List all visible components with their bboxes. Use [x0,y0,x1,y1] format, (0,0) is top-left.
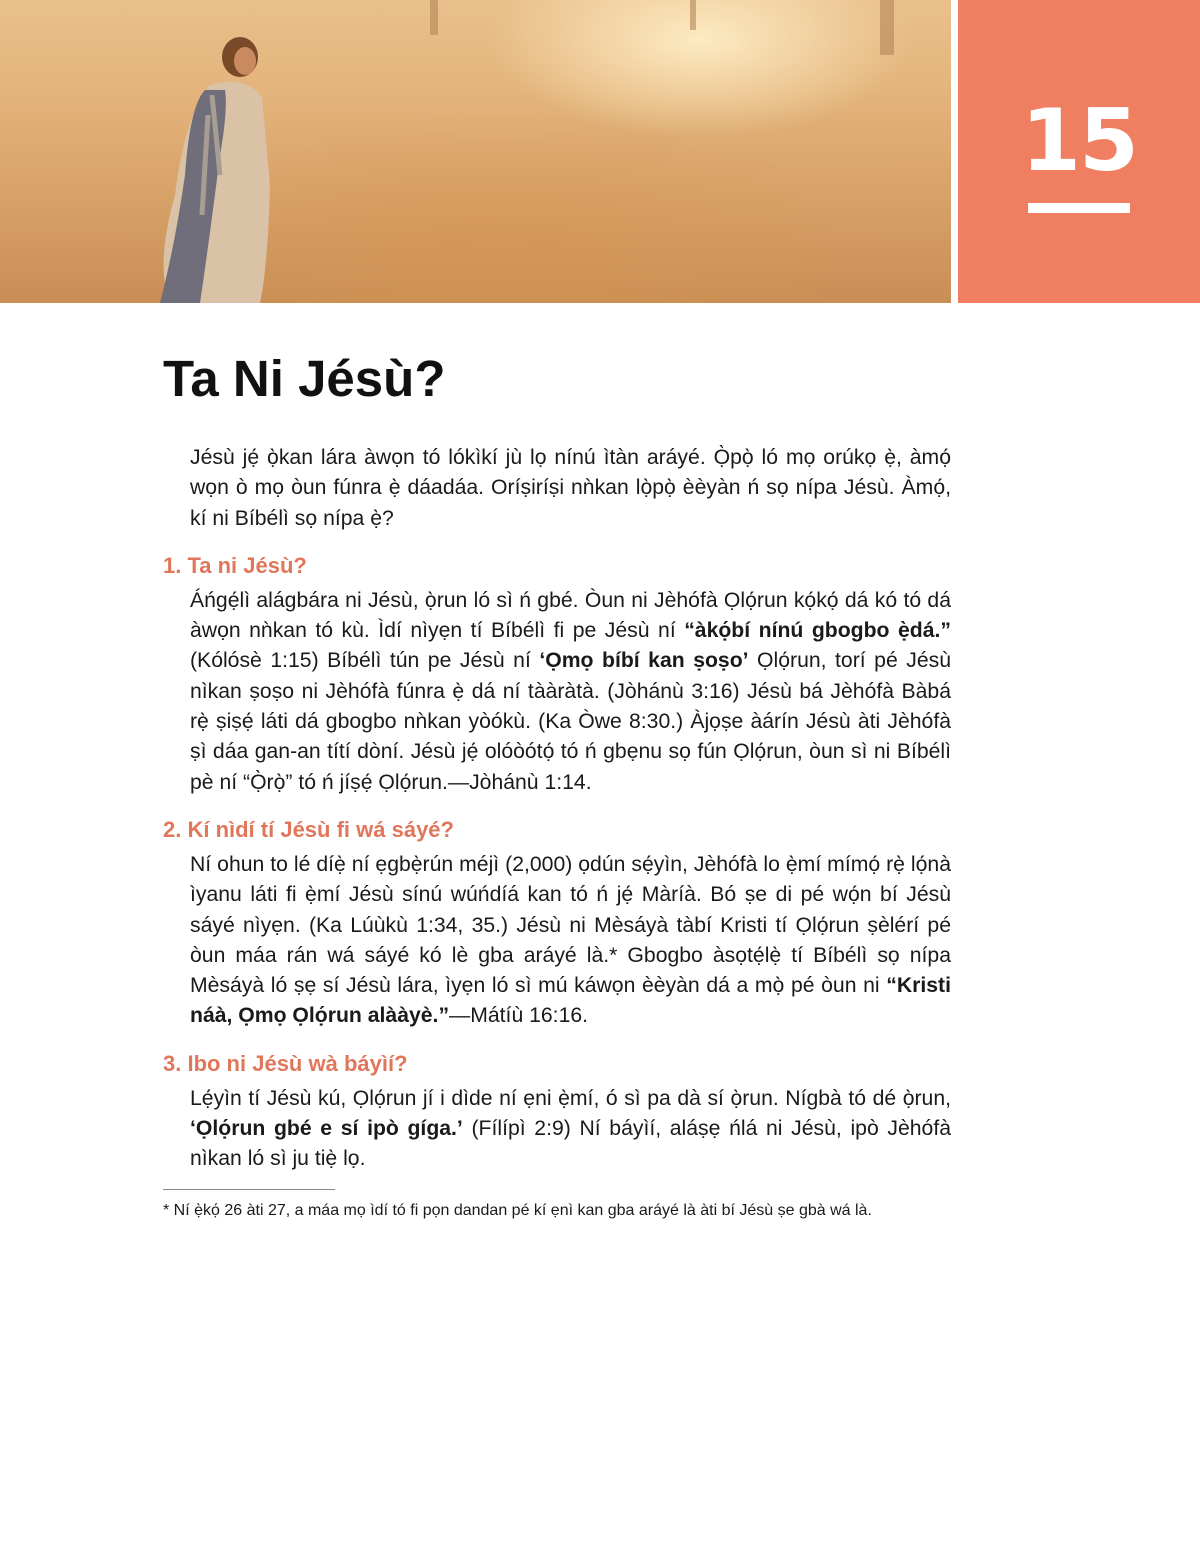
intro-paragraph [190,443,951,534]
text-segment: Jésù jẹ́ ọ̀kan lára àwọn tó lókìkí jù lọ nínú ìtàn aráyé. Ọ̀pọ̀ ló mọ orúkọ ẹ̀, àmọ́ wọn ò mọ òun fúnra ẹ̀ dáadáa. Oríṣiríṣi nǹkan lọ̀pọ̀ èèyàn ń sọ nípa Jésù. Àmọ́, kí ni Bíbélì sọ nípa ẹ̀? [190,446,951,530]
text-segment: (Fílípì 2:9) Ní báyìí, aláṣẹ ńlá ni Jésù, ipò Jèhófà nìkan ló sì ju tiẹ̀ lọ. [190,1117,951,1171]
lesson-content [163,443,951,1222]
text-segment: —Mátíù 16:16. [449,1004,589,1028]
section-body-2 [190,850,951,1032]
emphasized-quote: ‘Ọmọ bíbí kan ṣoṣo’ [539,649,749,673]
text-segment: Lẹ́yìn tí Jésù kú, Ọlọ́run jí i dìde ní ẹni ẹ̀mí, ó sì pa dà sí ọ̀run. Nígbà tó dé ọ̀run, [190,1086,951,1110]
section-heading-1: 1. Ta ni Jésù? [163,552,307,578]
section-body-1 [190,586,951,798]
emphasized-quote: ‘Ọlọ́run gbé e sí ipò gíga.’ [190,1117,463,1141]
section-heading-2: 2. Kí nìdí tí Jésù fi wá sáyé? [163,816,454,842]
footnote-divider [163,1189,335,1190]
chapter-number: 15 [1021,91,1137,191]
hero-image [0,0,951,303]
emphasized-quote: “Kristi náà, Ọmọ Ọlọ́run alààyè.” [190,974,951,1028]
section-heading-3: 3. Ibo ni Jésù wà báyìí? [163,1050,408,1076]
chapter-number-box [958,0,1200,303]
text-segment: Áńgẹ́lì alágbára ni Jésù, ọ̀run ló sì ń gbé. Òun ni Jèhófà Ọlọ́run kọ́kọ́ dá kó tó dá àwọn nǹkan tó kù. Ìdí nìyẹn tí Bíbélì fi pe Jésù ní [190,588,951,643]
chapter-underline [1028,203,1130,213]
footnote: * Ní ẹ̀kọ́ 26 àti 27, a máa mọ ìdí tó fi pọn dandan pé kí ẹnì kan gba aráyé là àti bí Jésù ṣe gbà wá là. [163,1201,872,1219]
text-segment: Ní ohun to lé díẹ̀ ní ẹgbẹ̀rún méjì (2,000) ọdún sẹ́yìn, Jèhófà lo ẹ̀mí mímọ́ rẹ̀ lọ́nà ìyanu láti fi ẹ̀mí Jésù sínú wúńdíá kan tó ń jẹ́ Màríà. Bó ṣe di pé wọ́n bí Jésù sáyé nìyẹn. (Ka Lúùkù 1:34, 35.) Jésù ni Mèsáyà tàbí Kristi tí Ọlọ́run ṣèlérí pé òun máa rán wá sáyé kó lè gba aráyé là.* Gbogbo àsọtẹ́lẹ̀ tí Bíbélì sọ nípa Mèsáyà ló ṣẹ sí Jésù lára, ìyẹn ló sì mú káwọn èèyàn dá a mọ̀ pé òun ni [190,852,951,998]
figure-illustration [150,35,280,303]
page-title: Ta Ni Jésù? [163,350,446,407]
text-segment: Ọlọ́run, torí pé Jésù nìkan ṣoṣo ni Jèhófà fúnra ẹ̀ dá ní tààràtà. (Jòhánù 3:16) Jésù bá Jèhófà Bàbá rẹ̀ ṣiṣẹ́ láti dá gbogbo nǹkan yòókù. (Ka Òwe 8:30.) Àjọṣe àárín Jésù àti Jèhófà ṣì dáa gan-an títí dòní. Jésù jẹ́ olóòótọ́ tó ń gbẹnu sọ fún Ọlọ́run, òun sì ni Bíbélì pè ní “Ọ̀rọ̀” tó ń jíṣẹ́ Ọlọ́run.—Jòhánù 1:14. [190,649,951,794]
emphasized-quote: “àkọ́bí nínú gbogbo ẹ̀dá.” [684,619,951,643]
text-segment: (Kólósè 1:15) Bíbélì tún pe Jésù ní [190,649,540,673]
section-body-3 [190,1084,951,1175]
